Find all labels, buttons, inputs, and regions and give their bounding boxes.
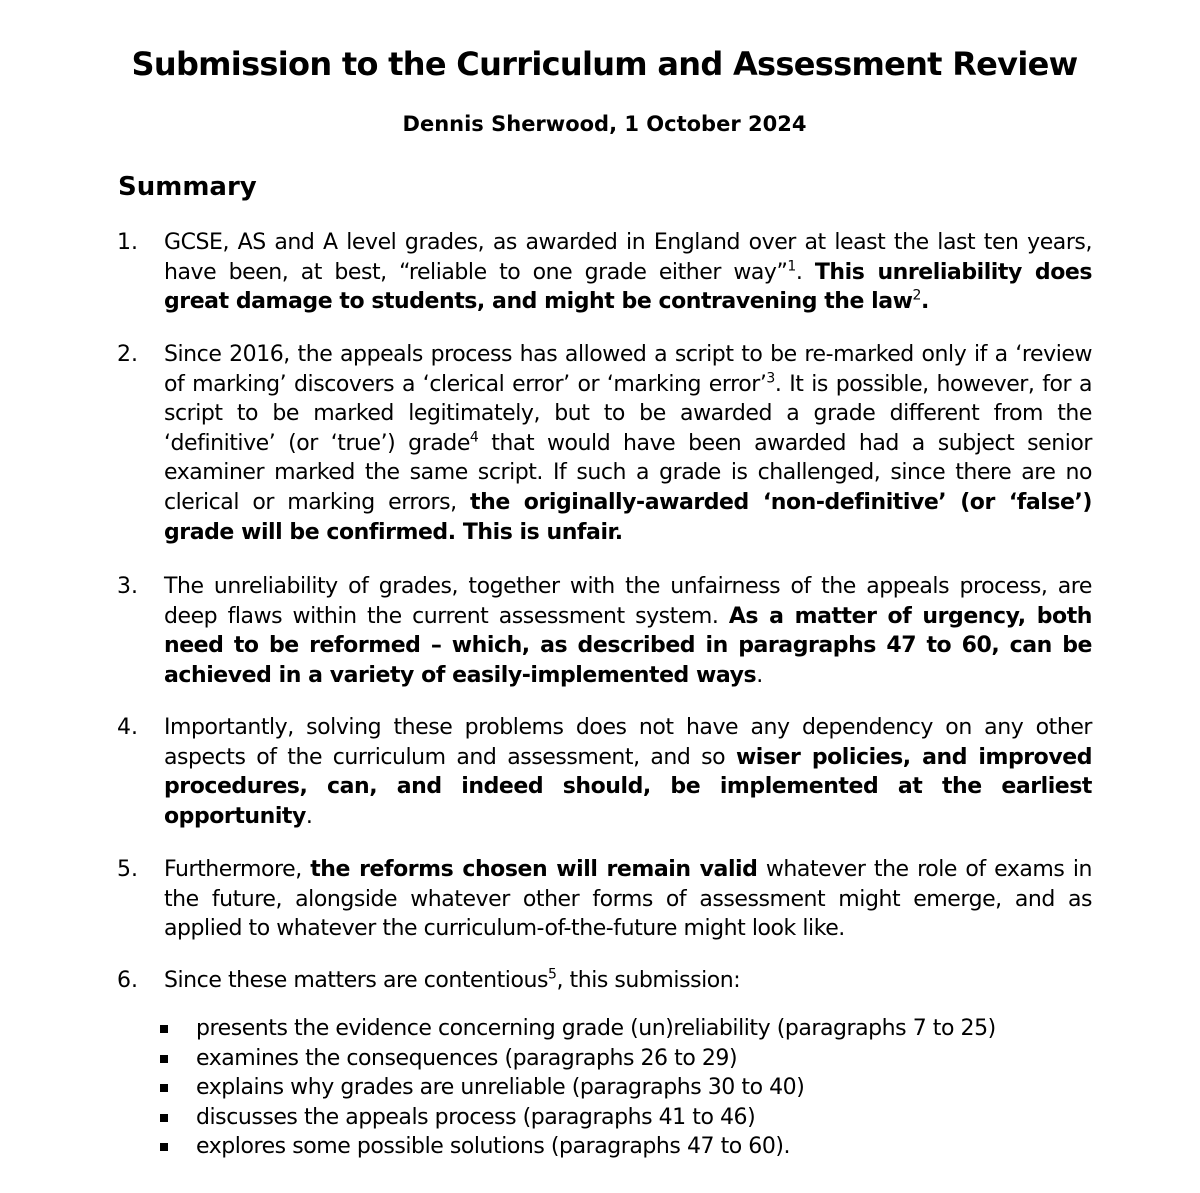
list-item bbox=[160, 1014, 996, 1044]
section-heading-summary: Summary bbox=[118, 172, 257, 202]
footnote-ref: 4 bbox=[469, 429, 479, 446]
paragraph-6-text: , this submission: bbox=[556, 968, 741, 993]
list-item bbox=[160, 1073, 996, 1103]
square-bullet-icon bbox=[160, 1143, 168, 1151]
square-bullet-icon bbox=[160, 1114, 168, 1122]
paragraph-1-emphasis: This unreliability does great damage to students, and might be contravening the law bbox=[164, 259, 1093, 315]
paragraph-1-emphasis: . bbox=[921, 289, 929, 315]
square-bullet-icon bbox=[160, 1055, 168, 1063]
paragraph-6-text: Since these matters are contentious bbox=[164, 968, 548, 993]
paragraph-2 bbox=[164, 340, 1092, 547]
paragraph-4-text: . bbox=[305, 803, 313, 829]
paragraph-number-1: 1. bbox=[117, 230, 138, 255]
square-bullet-icon bbox=[160, 1025, 168, 1033]
paragraph-5-text: whatever the role of exams in the future, alongside whatever other forms of assessment might emerge, and as applied to whatever the curriculum-of-the-future might look like. bbox=[164, 857, 1093, 942]
paragraph-number-6: 6. bbox=[117, 968, 138, 993]
paragraph-4-emphasis: wiser policies, and improved procedures, can, and indeed should, be implemented at the earliest opportunity bbox=[164, 744, 1092, 829]
list-item-text: explores some possible solutions (paragraphs 47 to 60). bbox=[196, 1134, 791, 1160]
list-item-text: discusses the appeals process (paragraphs 41 to 46) bbox=[196, 1104, 756, 1130]
paragraph-5-emphasis: the reforms chosen will remain valid bbox=[310, 857, 758, 882]
paragraph-number-4: 4. bbox=[117, 715, 138, 740]
paragraph-2-emphasis: the originally-awarded ‘non-definitive’ (or ‘false’) grade will be confirmed. This is unfair. bbox=[164, 489, 1093, 545]
paragraph-number-3: 3. bbox=[117, 574, 138, 599]
paragraph-2-text: . It is possible, however, for a script to be marked legitimately, but to be awarded a grade different from the ‘definitive’ (or ‘true’) grade bbox=[164, 371, 1092, 456]
paragraph-4 bbox=[164, 713, 1092, 831]
list-item bbox=[160, 1132, 996, 1162]
footnote-ref: 2 bbox=[912, 287, 921, 304]
paragraph-1 bbox=[164, 228, 1092, 317]
list-item bbox=[160, 1103, 996, 1133]
paragraph-number-2: 2. bbox=[117, 342, 138, 367]
footnote-ref: 1 bbox=[787, 258, 796, 275]
footnote-ref: 5 bbox=[547, 966, 557, 983]
author-date-line: Dennis Sherwood, 1 October 2024 bbox=[402, 112, 807, 136]
paragraph-3-emphasis: As a matter of urgency, both need to be reformed – which, as described in paragraphs 47 to 60, can be achieved in a variety of easily-implemented ways bbox=[164, 603, 1092, 688]
paragraph-4-text: Importantly, solving these problems does not have any dependency on any other aspects of the curriculum and assessment, and so bbox=[164, 715, 1092, 770]
bullet-list bbox=[160, 1014, 996, 1162]
paragraph-2-text: that would have been awarded had a subject senior examiner marked the same script. If such a grade is challenged, since there are no clerical or marking errors, bbox=[164, 430, 1092, 515]
paragraph-3-text: The unreliability of grades, together with the unfairness of the appeals process, are deep flaws within the current assessment system. bbox=[164, 574, 1092, 629]
paragraph-1-text: GCSE, AS and A level grades, as awarded in England over at least the last ten years, have been, at best, “reliable to one grade either way” bbox=[164, 230, 1092, 285]
document-title: Submission to the Curriculum and Assessment Review bbox=[131, 45, 1078, 83]
list-item bbox=[160, 1044, 996, 1074]
paragraph-5 bbox=[164, 855, 1092, 944]
paragraph-2-text: Since 2016, the appeals process has allowed a script to be re-marked only if a ‘review of marking’ discovers a ‘clerical error’ or ‘marking error’ bbox=[164, 342, 1092, 397]
paragraph-5-text: Furthermore, bbox=[164, 857, 311, 882]
square-bullet-icon bbox=[160, 1084, 168, 1092]
paragraph-6 bbox=[164, 966, 1092, 996]
paragraph-3 bbox=[164, 572, 1092, 690]
list-item-text: presents the evidence concerning grade (un)reliability (paragraphs 7 to 25) bbox=[196, 1016, 996, 1041]
paragraph-number-5: 5. bbox=[117, 857, 138, 882]
footnote-ref: 3 bbox=[766, 370, 775, 387]
list-item-text: explains why grades are unreliable (paragraphs 30 to 40) bbox=[196, 1075, 805, 1101]
paragraph-3-text: . bbox=[756, 662, 763, 688]
list-item-text: examines the consequences (paragraphs 26 to 29) bbox=[196, 1045, 738, 1071]
paragraph-1-text: . bbox=[795, 259, 815, 285]
